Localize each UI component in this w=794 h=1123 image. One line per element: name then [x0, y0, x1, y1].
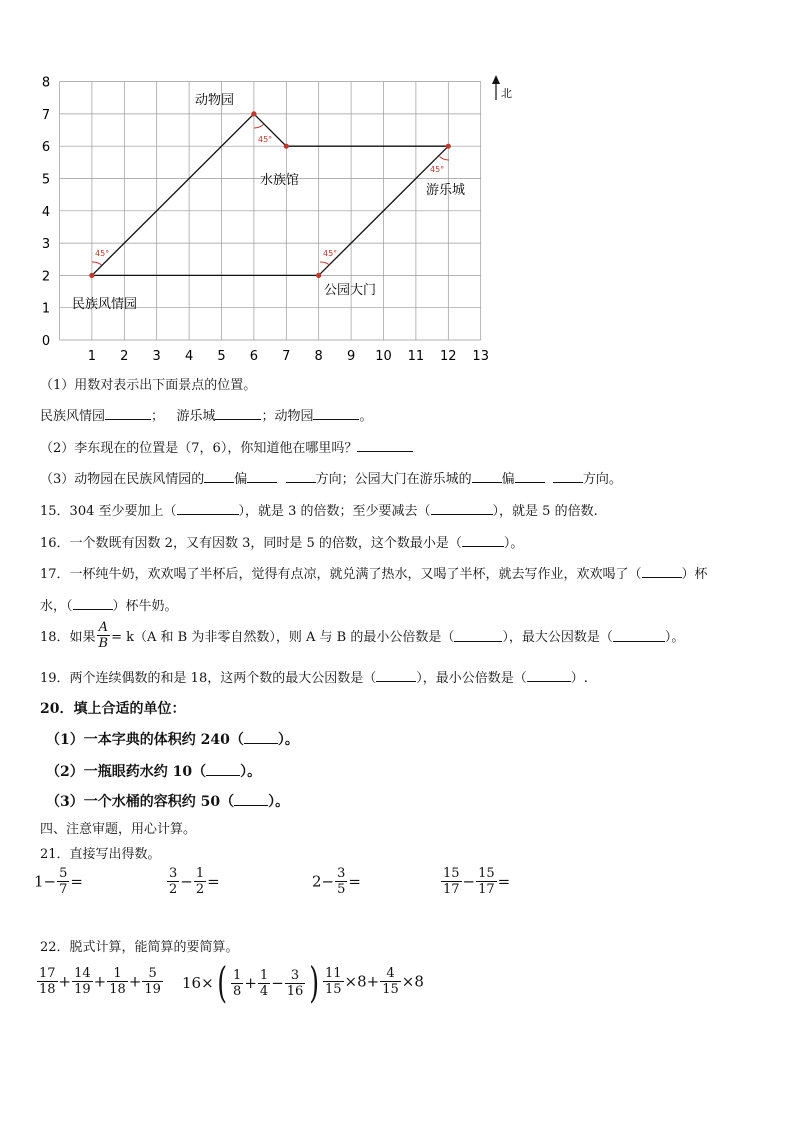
fraction: [167, 866, 179, 897]
y-tick-label: 3: [41, 237, 51, 253]
q19-text: 19．两个连续偶数的和是 18，这两个数的最大公因数是（: [40, 671, 377, 686]
question-20-title: 20．填上合适的单位：: [40, 701, 186, 717]
label-amusement: 游乐城: [426, 183, 466, 198]
fraction-numerator: 4: [380, 966, 401, 982]
answer-blank[interactable]: [234, 793, 268, 806]
q15-text: ），就是 5 的倍数.: [492, 504, 598, 519]
q19-text: ）.: [570, 671, 588, 686]
question-21-title: 21．直接写出得数。: [40, 847, 161, 862]
fraction-denominator: 8: [233, 983, 242, 999]
operator: ×8: [401, 972, 424, 991]
x-tick-label: 12: [440, 349, 457, 364]
location-point: [89, 273, 94, 278]
x-tick-label: 3: [152, 349, 161, 364]
fraction-denominator: 2: [169, 882, 178, 897]
question-15: [40, 500, 598, 519]
q14-part3-text: 偏: [234, 472, 248, 487]
q14-part2: [40, 437, 413, 456]
q18-text: 18．如果: [40, 630, 96, 645]
fraction-numerator: 3: [169, 866, 178, 881]
y-tick-label: 1: [41, 301, 51, 317]
fraction-numerator: 1: [233, 967, 242, 983]
q17-text: 17．一杯纯牛奶，欢欢喝了半杯后，觉得有点凉，就兑满了热水，又喝了半杯，就去写作业，欢欢喝了（: [40, 567, 642, 582]
answer-blank[interactable]: [105, 407, 151, 420]
q22-expression-1: [36, 966, 164, 997]
fraction-denominator: 4: [259, 983, 269, 999]
fraction-denominator: 16: [286, 983, 304, 999]
q18-text: ），最大公因数是（: [502, 630, 613, 645]
x-tick-label: 6: [249, 349, 259, 364]
operator: −: [271, 974, 284, 992]
operator: −: [43, 872, 57, 891]
fraction-denominator: 5: [337, 882, 346, 897]
whole-number: 1: [34, 872, 44, 891]
fraction-denominator: 2: [195, 882, 205, 897]
fraction: [194, 866, 206, 897]
operator: −: [321, 872, 335, 891]
fraction-numerator: 17: [39, 966, 56, 981]
fraction: [285, 968, 306, 999]
fraction-numerator: 3: [285, 968, 306, 984]
y-tick-label: 6: [41, 140, 51, 156]
fraction-denominator: 18: [109, 982, 126, 997]
operator: +: [244, 974, 257, 992]
operator: +: [128, 972, 142, 991]
tick-labels: [42, 76, 489, 364]
equals-sign: =: [348, 872, 361, 891]
fraction: [380, 966, 401, 997]
fraction: [142, 966, 163, 997]
question-17-line1: [40, 563, 708, 582]
angle-label: 45°: [258, 135, 273, 144]
question-16: [40, 532, 523, 551]
x-tick-label: 4: [184, 349, 194, 364]
angle-label: 45°: [430, 165, 445, 174]
answer-blank[interactable]: [613, 629, 665, 642]
fraction-numerator: 1: [107, 966, 128, 982]
q17-text: ）杯: [681, 567, 708, 582]
fraction-denominator: 17: [478, 882, 495, 897]
q14-part2-text: （2）李东现在的位置是（7，6），你知道他在哪里吗？: [40, 441, 358, 456]
right-paren-icon: ): [309, 958, 320, 1007]
fraction-denominator: 19: [74, 982, 91, 997]
answer-blank[interactable]: [454, 629, 502, 642]
q14-part1-answers: [40, 405, 372, 424]
x-tick-label: 8: [314, 349, 323, 364]
question-18: [40, 620, 684, 651]
fraction-numerator: 15: [478, 866, 495, 881]
coefficient: 16×: [182, 974, 214, 992]
equals-sign: =: [207, 872, 220, 891]
coordinate-grid-figure: [0, 0, 794, 375]
answer-blank[interactable]: [247, 470, 277, 483]
fraction-numerator: 14: [74, 966, 91, 981]
answer-blank[interactable]: [286, 470, 316, 483]
fraction-denominator: 18: [39, 982, 56, 997]
q14-zoo-label: ；动物园: [261, 409, 314, 424]
q21-expression-4: [440, 866, 510, 897]
q14-ethnic-label: 民族风情园: [40, 409, 106, 424]
question-20-item1: [46, 729, 299, 749]
label-zoo: 动物园: [195, 93, 235, 108]
q18-text: = k（A 和 B 为非零自然数），则 A 与 B 的最小公倍数是（: [111, 630, 455, 645]
q17-text: 水，（: [40, 599, 73, 614]
label-ethnic: 民族风情园: [72, 297, 138, 312]
fraction-numerator: 15: [443, 866, 460, 881]
equals-sign: =: [497, 872, 511, 891]
q20-text: ）。: [268, 794, 290, 810]
answer-blank[interactable]: [177, 502, 239, 515]
q21-expression-3: [312, 866, 361, 897]
fraction-numerator: 5: [142, 966, 163, 982]
answer-blank[interactable]: [431, 502, 493, 515]
answer-blank[interactable]: [527, 669, 571, 682]
fraction-denominator: 7: [59, 882, 68, 897]
angle-label: 45°: [95, 249, 110, 258]
question-22-title: 22．脱式计算，能简算的要简算。: [40, 940, 239, 955]
q16-text: 16．一个数既有因数 2，又有因数 3，同时是 5 的倍数，这个数最小是（: [40, 536, 462, 551]
answer-blank[interactable]: [357, 439, 413, 452]
y-tick-label: 7: [41, 107, 51, 123]
location-point: [316, 273, 321, 278]
q20-text: （3）一个水桶的容积约 50（: [46, 794, 235, 810]
question-20-item2: [46, 761, 261, 781]
q20-text: （1）一本字典的体积约 240（: [46, 732, 244, 748]
q14-part1: （1）用数对表示出下面景点的位置。: [40, 378, 257, 393]
fraction-numerator: A: [97, 620, 111, 636]
fraction-numerator: 1: [259, 967, 269, 983]
x-tick-label: 9: [346, 349, 356, 364]
q20-text: ）。: [277, 732, 299, 748]
fraction-numerator: 11: [325, 966, 342, 981]
answer-blank[interactable]: [642, 565, 682, 578]
fraction: [37, 966, 58, 997]
answer-blank[interactable]: [244, 731, 278, 744]
period: 。: [359, 409, 373, 424]
fraction: [476, 866, 497, 897]
q14-part3-text: （3）动物园在民族风情园的: [40, 472, 205, 487]
fraction-numerator: 3: [337, 866, 346, 881]
equals-sign: =: [70, 872, 83, 891]
answer-blank[interactable]: [515, 470, 545, 483]
north-label: 北: [501, 87, 512, 100]
operator: +: [58, 972, 72, 991]
question-19: [40, 667, 588, 686]
x-tick-label: 1: [87, 349, 97, 364]
q14-part3-text: 方向；公园大门在游乐城的: [315, 472, 472, 487]
separator: ；: [151, 409, 165, 424]
fraction-numerator: 5: [59, 866, 68, 881]
fraction: [72, 966, 93, 997]
q14-part3-text: 方向。: [582, 472, 622, 487]
x-tick-label: 10: [375, 349, 392, 364]
fraction-a-over-b: [97, 620, 111, 651]
q19-text: ），最小公倍数是（: [416, 671, 527, 686]
fraction: [107, 966, 128, 997]
answer-blank[interactable]: [73, 597, 113, 610]
fraction-numerator: 1: [195, 866, 205, 881]
x-tick-label: 5: [217, 349, 226, 364]
fraction-denominator: 17: [443, 882, 460, 897]
fraction-denominator: B: [98, 636, 109, 651]
fraction-denominator: 19: [144, 982, 161, 997]
fraction-denominator: 15: [325, 982, 342, 997]
answer-blank[interactable]: [553, 470, 583, 483]
q20-text: （2）一瓶眼药水约 10（: [46, 764, 207, 780]
q18-text: ）。: [664, 630, 685, 645]
answer-blank[interactable]: [376, 669, 416, 682]
answer-blank[interactable]: [204, 470, 234, 483]
fraction-denominator: 15: [382, 982, 399, 997]
y-tick-label: 0: [41, 334, 51, 349]
q14-amusement-label: 游乐城: [176, 409, 216, 424]
fraction: [231, 968, 243, 999]
fraction: [258, 968, 270, 999]
label-gate: 公园大门: [324, 283, 377, 298]
location-point: [446, 144, 451, 149]
section-4-heading: 四、注意审题，用心计算。: [40, 822, 197, 837]
answer-blank[interactable]: [472, 470, 502, 483]
operator: ×8+: [344, 972, 380, 991]
question-20-item3: [46, 791, 289, 811]
q15-text: ），就是 3 的倍数；至少要减去（: [238, 504, 431, 519]
x-tick-label: 2: [120, 349, 129, 364]
y-tick-label: 4: [41, 204, 51, 220]
location-point: [251, 111, 256, 116]
left-paren-icon: (: [216, 958, 227, 1007]
fraction: [57, 866, 69, 897]
x-tick-label: 13: [472, 349, 489, 364]
q20-text: ）。: [240, 764, 262, 780]
y-tick-label: 5: [41, 172, 51, 188]
answer-blank[interactable]: [206, 763, 240, 776]
q22-expression-2: [182, 958, 323, 1007]
q21-expression-2: [166, 866, 220, 897]
answer-blank[interactable]: [313, 407, 359, 420]
operator: −: [462, 872, 476, 891]
q17-text: ）杯牛奶。: [112, 599, 178, 614]
y-tick-label: 8: [41, 75, 51, 91]
whole-number: 2: [312, 872, 322, 891]
answer-blank[interactable]: [215, 407, 261, 420]
label-aquarium: 水族馆: [260, 173, 300, 188]
fraction: [323, 966, 344, 997]
answer-blank[interactable]: [462, 534, 504, 547]
x-tick-label: 11: [407, 349, 425, 364]
fraction: [441, 866, 462, 897]
q21-expression-1: [34, 866, 83, 897]
y-tick-label: 2: [41, 269, 51, 285]
question-17-line2: [40, 595, 178, 614]
operator: −: [180, 872, 193, 891]
q14-part3-text: 偏: [501, 472, 515, 487]
north-arrow-icon: [492, 75, 512, 100]
fraction: [335, 866, 347, 897]
location-point: [284, 144, 289, 149]
x-tick-label: 7: [282, 349, 291, 364]
operator: +: [93, 972, 107, 991]
q16-text: ）。: [503, 536, 524, 551]
angle-label: 45°: [323, 249, 338, 258]
q15-text: 15．304 至少要加上（: [40, 504, 177, 519]
q22-expression-3: [322, 966, 424, 997]
q14-part3: [40, 468, 622, 487]
